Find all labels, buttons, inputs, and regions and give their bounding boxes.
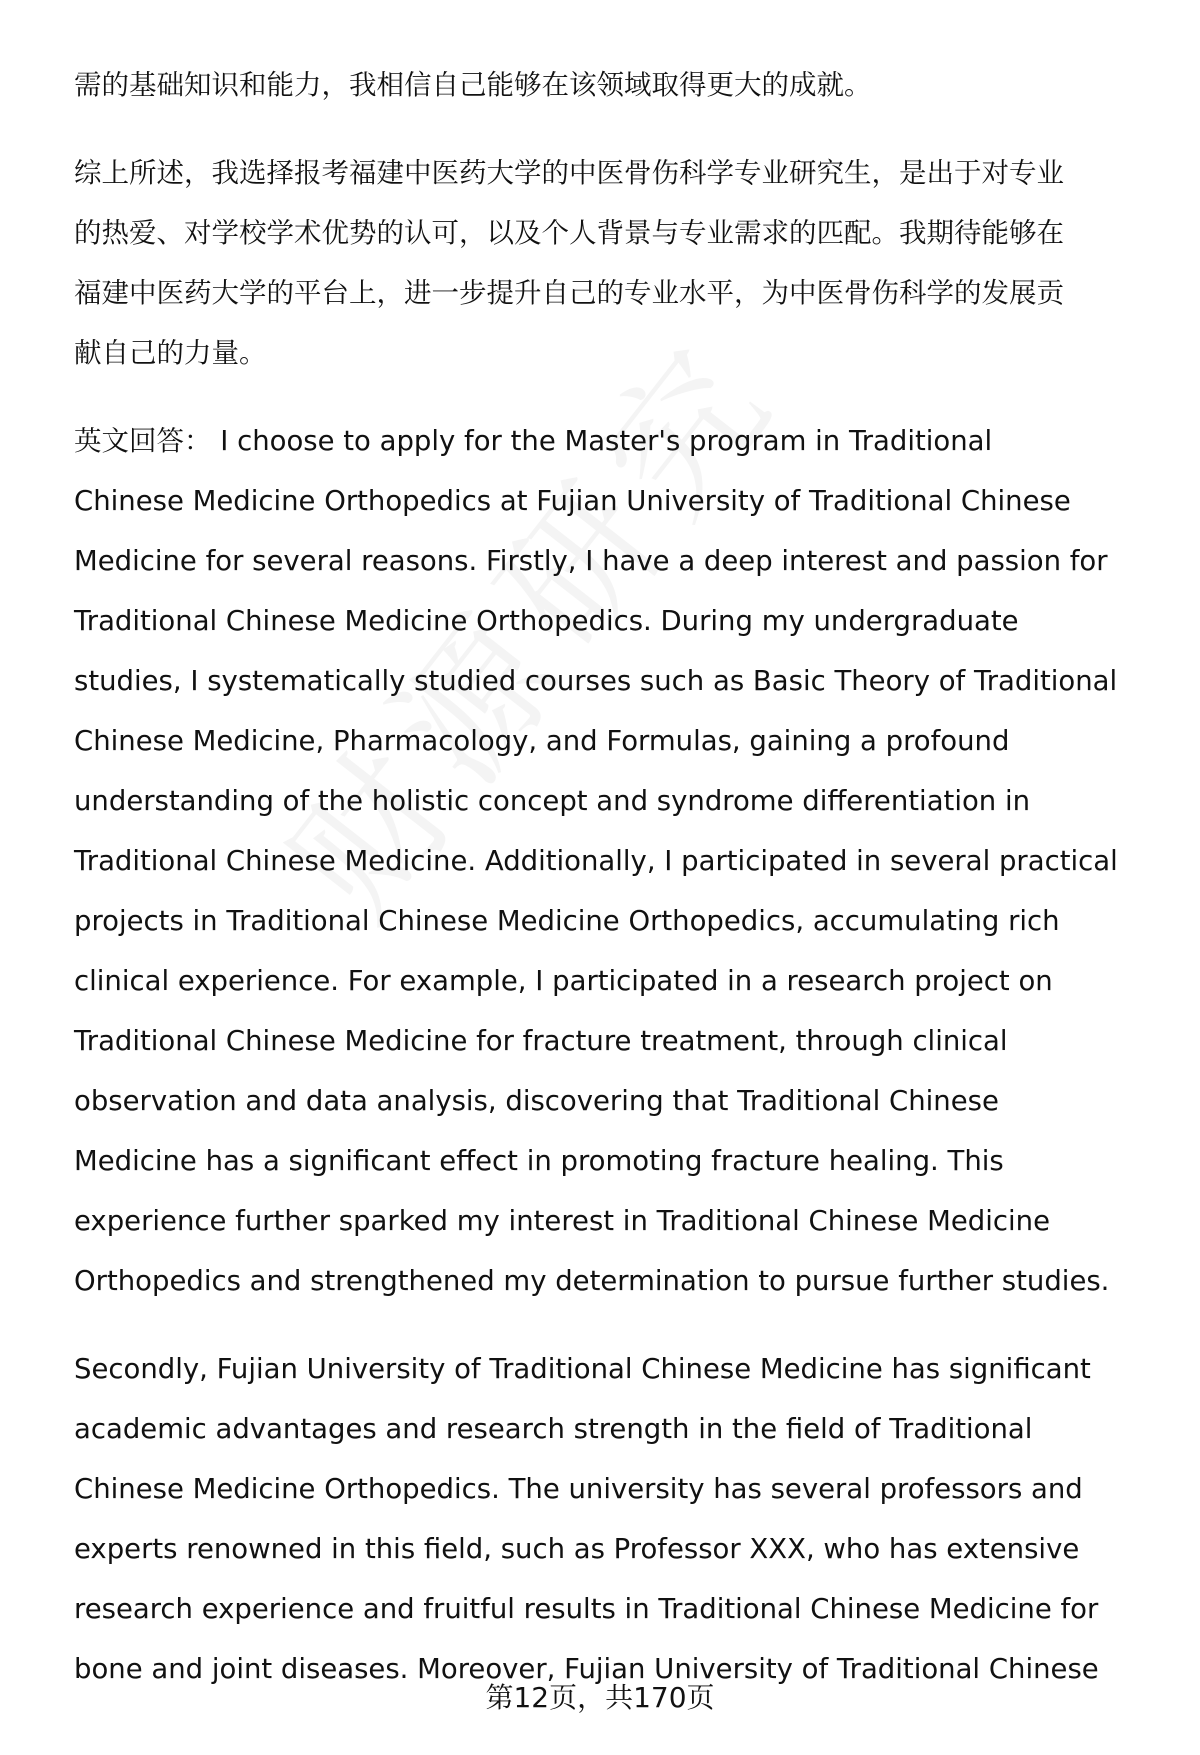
paragraph-gap xyxy=(74,383,1154,411)
page-number-footer: 第12页，共170页 xyxy=(485,1681,715,1714)
document-body xyxy=(74,55,1154,1699)
paragraph-gap xyxy=(74,1311,1154,1339)
paragraph-secondly: Secondly, Fujian University of Traditional Chinese Medicine has significant academic advantages and research strength in the field of Traditional Chinese Medicine Orthopedics. The university has several professors and experts renowned in this field, such as Professor XXX, who has extensive research experience and fruitful results in Traditional Chinese Medicine for bone and joint diseases. Moreover, Fujian University of Traditional Chinese xyxy=(74,1353,1099,1685)
paragraph-summary: 综上所述，我选择报考福建中医药大学的中医骨伤科学专业研究生，是出于对专业 的热爱、对学校学术优势的认可，以及个人背景与专业需求的匹配。我期待能够在 福建中医药大学的平台上，进一步提升自己的专业水平，为中医骨伤科学的发展贡 献自己的力量。 xyxy=(74,157,1064,369)
paragraph-gap xyxy=(74,115,1154,143)
paragraph-english-answer: 英文回答： I choose to apply for the Master's program in Traditional Chinese Medicine Orthopedics at Fujian University of Traditional Chinese Medicine for several reasons. Firstly, I have a deep interest and passion for Traditional Chinese Medicine Orthopedics. During my undergraduate studies, I systematically studied courses such as Basic Theory of Traditional Chinese Medicine, Pharmacology, and Formulas, gaining a profound understanding of the holistic concept and syndrome differentiation in Traditional Chinese Medicine. Additionally, I participated in several practical projects in Traditional Chinese Medicine Orthopedics, accumulating rich clinical experience. For example, I participated in a research project on Traditional Chinese Medicine for fracture treatment, through clinical observation and data analysis, discovering that Traditional Chinese Medicine has a significant effect in promoting fracture healing. This experience further sparked my interest in Traditional Chinese Medicine Orthopedics and strengthened my determination to pursue further studies. xyxy=(74,425,1118,1297)
paragraph-intro-continuation: 需的基础知识和能力，我相信自己能够在该领域取得更大的成就。 xyxy=(74,69,872,101)
